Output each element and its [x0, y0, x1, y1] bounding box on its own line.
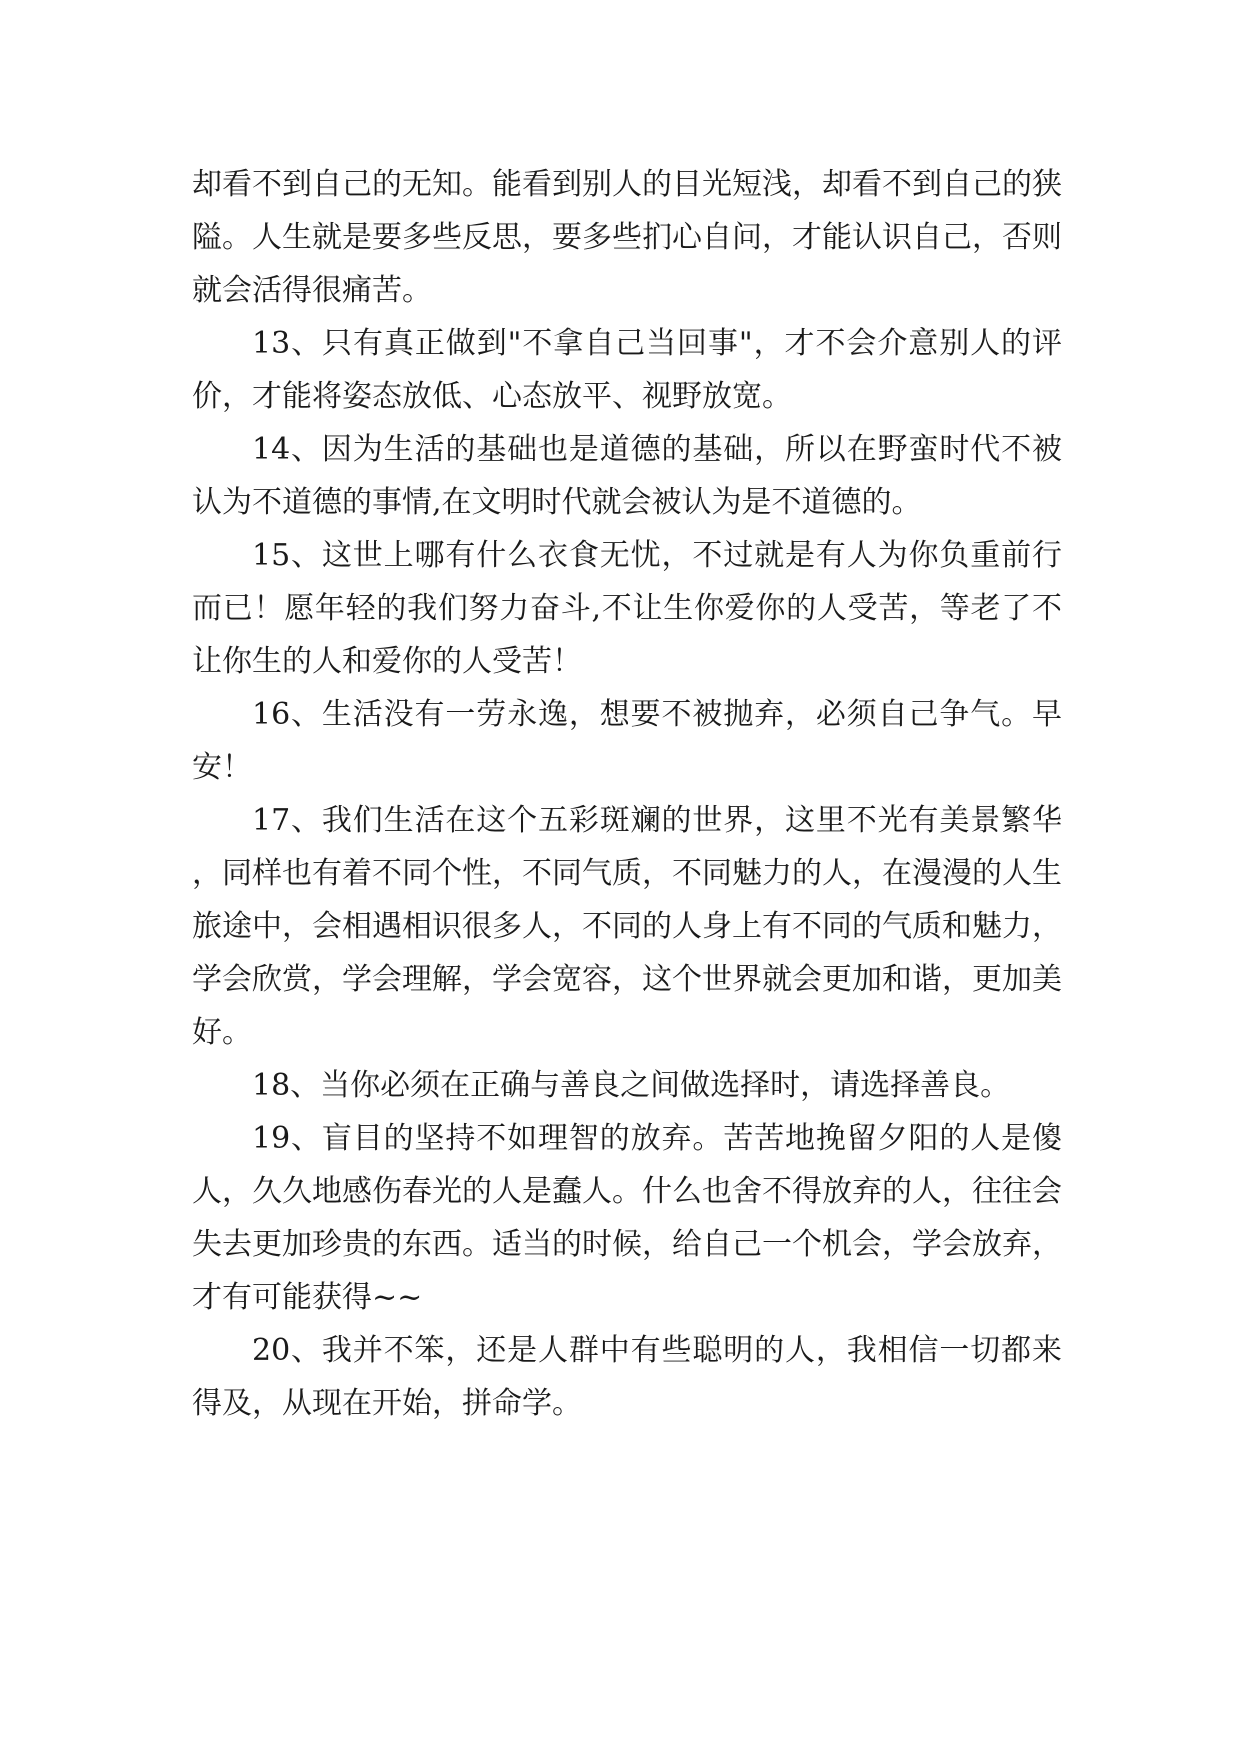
paragraph-item-18: 18、当你必须在正确与善良之间做选择时，请选择善良。	[252, 1068, 1011, 1103]
paragraph-item-20: 20、我并不笨，还是人群中有些聪明的人，我相信一切都来得及，从现在开始，拼命学。	[192, 1333, 1062, 1421]
paragraph-item-14: 14、因为生活的基础也是道德的基础，所以在野蛮时代不被认为不道德的事情,在文明时代就会被认为是不道德的。	[192, 432, 1062, 520]
paragraph-item-17: 17、我们生活在这个五彩斑斓的世界，这里不光有美景繁华，同样也有着不同个性，不同气质，不同魅力的人，在漫漫的人生旅途中，会相遇相识很多人，不同的人身上有不同的气质和魅力，学会欣赏，学会理解，学会宽容，这个世界就会更加和谐，更加美好。	[192, 803, 1062, 1050]
paragraph-item-15: 15、这世上哪有什么衣食无忧，不过就是有人为你负重前行而已！愿年轻的我们努力奋斗,不让生你爱你的人受苦，等老了不让你生的人和爱你的人受苦！	[192, 538, 1062, 679]
document-body	[192, 158, 1062, 1430]
paragraph-continuation: 却看不到自己的无知。能看到别人的目光短浅，却看不到自己的狭隘。人生就是要多些反思，要多些扪心自问，才能认识自己，否则就会活得很痛苦。	[192, 167, 1062, 308]
paragraph-item-13: 13、只有真正做到"不拿自己当回事"，才不会介意别人的评价，才能将姿态放低、心态放平、视野放宽。	[192, 326, 1062, 414]
paragraph-item-19: 19、盲目的坚持不如理智的放弃。苦苦地挽留夕阳的人是傻人，久久地感伤春光的人是蠢人。什么也舍不得放弃的人，往往会失去更加珍贵的东西。适当的时候，给自己一个机会，学会放弃，才有可能获得~~	[192, 1121, 1062, 1315]
paragraph-item-16: 16、生活没有一劳永逸，想要不被抛弃，必须自己争气。早安！	[192, 697, 1062, 785]
